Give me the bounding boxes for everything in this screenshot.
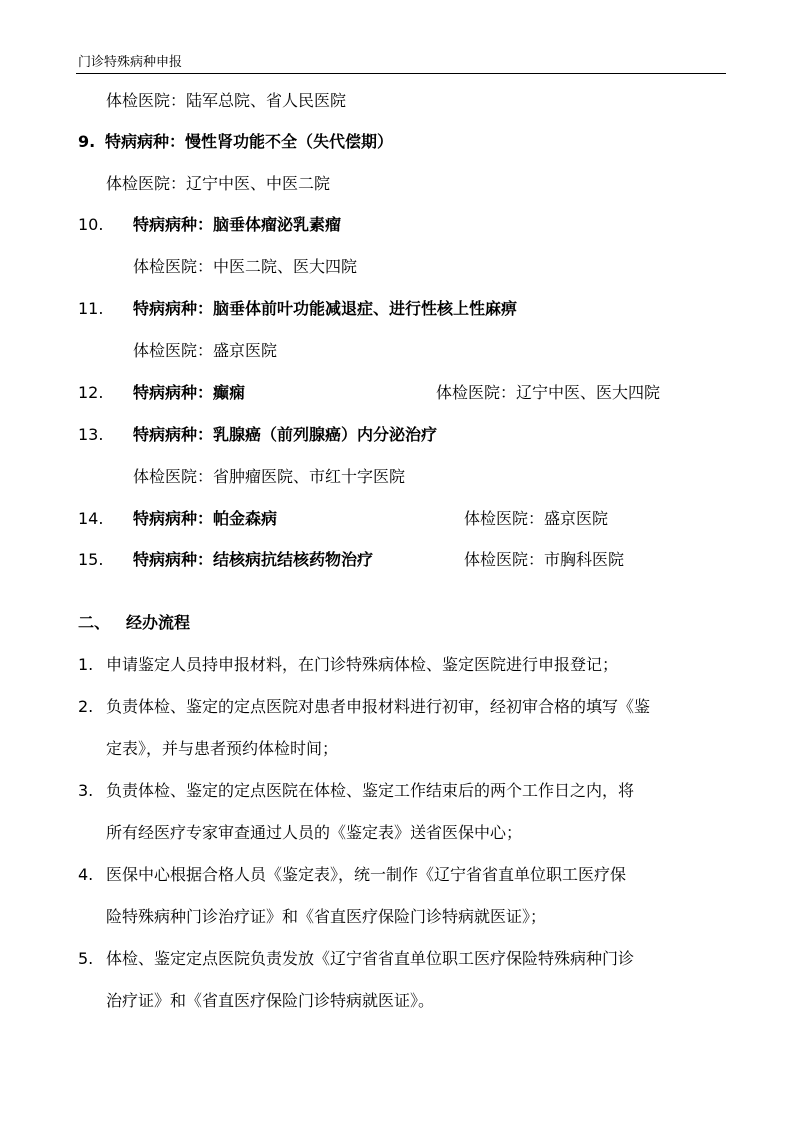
disease-label: 特病病种： [133,215,214,234]
hospital-value: 盛京医院 [544,509,609,528]
step-3-line-2: 所有经医疗专家审查通过人员的《鉴定表》送省医保中心； [106,823,523,842]
item-10-number: 10. [78,215,104,234]
hospital-value: 辽宁中医、医大四院 [516,383,661,402]
step-3-line-1: 负责体检、鉴定的定点医院在体检、鉴定工作结束后的两个工作日之内，将 [106,781,635,800]
disease-value: 脑垂体瘤泌乳素瘤 [213,215,342,234]
hospital-value: 市胸科医院 [544,550,625,569]
hospital-label: 体检医院： [464,509,545,528]
item-14-hospital-line [464,508,608,530]
disease-value: 脑垂体前叶功能减退症、进行性核上性麻痹 [213,299,518,318]
item-15-number: 15. [78,550,104,569]
disease-label: 特病病种： [105,132,186,151]
hospital-label: 体检医院： [106,91,187,110]
item-12-disease-line [133,382,245,404]
step-2-line-2: 定表》，并与患者预约体检时间； [106,739,339,758]
hospital-label: 体检医院： [133,257,214,276]
item-11-number: 11. [78,299,104,318]
section-2-number: 二、 [78,613,111,632]
disease-value: 癫痫 [213,383,246,402]
item-9-hospital-line [106,173,330,195]
step-5-line-2: 治疗证》和《省直医疗保险门诊特病就医证》。 [106,991,435,1010]
item-9-disease-line [105,131,393,153]
disease-value: 慢性肾功能不全（失代偿期） [185,132,394,151]
hospital-value: 陆军总院、省人民医院 [186,91,347,110]
item-15-hospital-line [464,549,624,571]
page-header: 门诊特殊病种申报 [78,55,183,70]
step-2-number: 2. [78,697,94,716]
hospital-label: 体检医院： [464,550,545,569]
item-11-disease-line [133,298,517,320]
hospital-label: 体检医院： [133,341,214,360]
item-8-hospital-line [106,90,346,112]
item-9-number: 9. [78,132,96,151]
header-divider [76,73,726,74]
item-14-number: 14. [78,509,104,528]
disease-label: 特病病种： [133,509,214,528]
hospital-value: 盛京医院 [213,341,278,360]
hospital-value: 辽宁中医、中医二院 [186,174,331,193]
item-13-hospital-line [133,466,405,488]
item-12-hospital-line [436,382,660,404]
step-1-line-1: 申请鉴定人员持申报材料，在门诊特殊病体检、鉴定医院进行申报登记； [106,655,619,674]
disease-value: 结核病抗结核药物治疗 [213,550,374,569]
hospital-label: 体检医院： [106,174,187,193]
step-2-line-1: 负责体检、鉴定的定点医院对患者申报材料进行初审，经初审合格的填写《鉴 [106,697,651,716]
item-11-hospital-line [133,340,277,362]
disease-label: 特病病种： [133,425,214,444]
disease-value: 乳腺癌（前列腺癌）内分泌治疗 [213,425,438,444]
disease-label: 特病病种： [133,383,214,402]
step-4-number: 4. [78,865,94,884]
disease-value: 帕金森病 [213,509,278,528]
hospital-value: 省肿瘤医院、市红十字医院 [213,467,406,486]
step-5-line-1: 体检、鉴定定点医院负责发放《辽宁省省直单位职工医疗保险特殊病种门诊 [106,949,635,968]
step-4-line-2: 险特殊病种门诊治疗证》和《省直医疗保险门诊特病就医证》； [106,907,547,926]
item-12-number: 12. [78,383,104,402]
step-4-line-1: 医保中心根据合格人员《鉴定表》，统一制作《辽宁省省直单位职工医疗保 [106,865,627,884]
step-3-number: 3. [78,781,94,800]
item-13-number: 13. [78,425,104,444]
item-10-hospital-line [133,256,357,278]
item-15-disease-line [133,549,373,571]
hospital-label: 体检医院： [133,467,214,486]
step-5-number: 5. [78,949,94,968]
item-10-disease-line [133,214,341,236]
disease-label: 特病病种： [133,550,214,569]
disease-label: 特病病种： [133,299,214,318]
section-2-heading: 经办流程 [126,613,191,632]
item-14-disease-line [133,508,277,530]
item-13-disease-line [133,424,437,446]
hospital-label: 体检医院： [436,383,517,402]
step-1-number: 1. [78,655,94,674]
hospital-value: 中医二院、医大四院 [213,257,358,276]
